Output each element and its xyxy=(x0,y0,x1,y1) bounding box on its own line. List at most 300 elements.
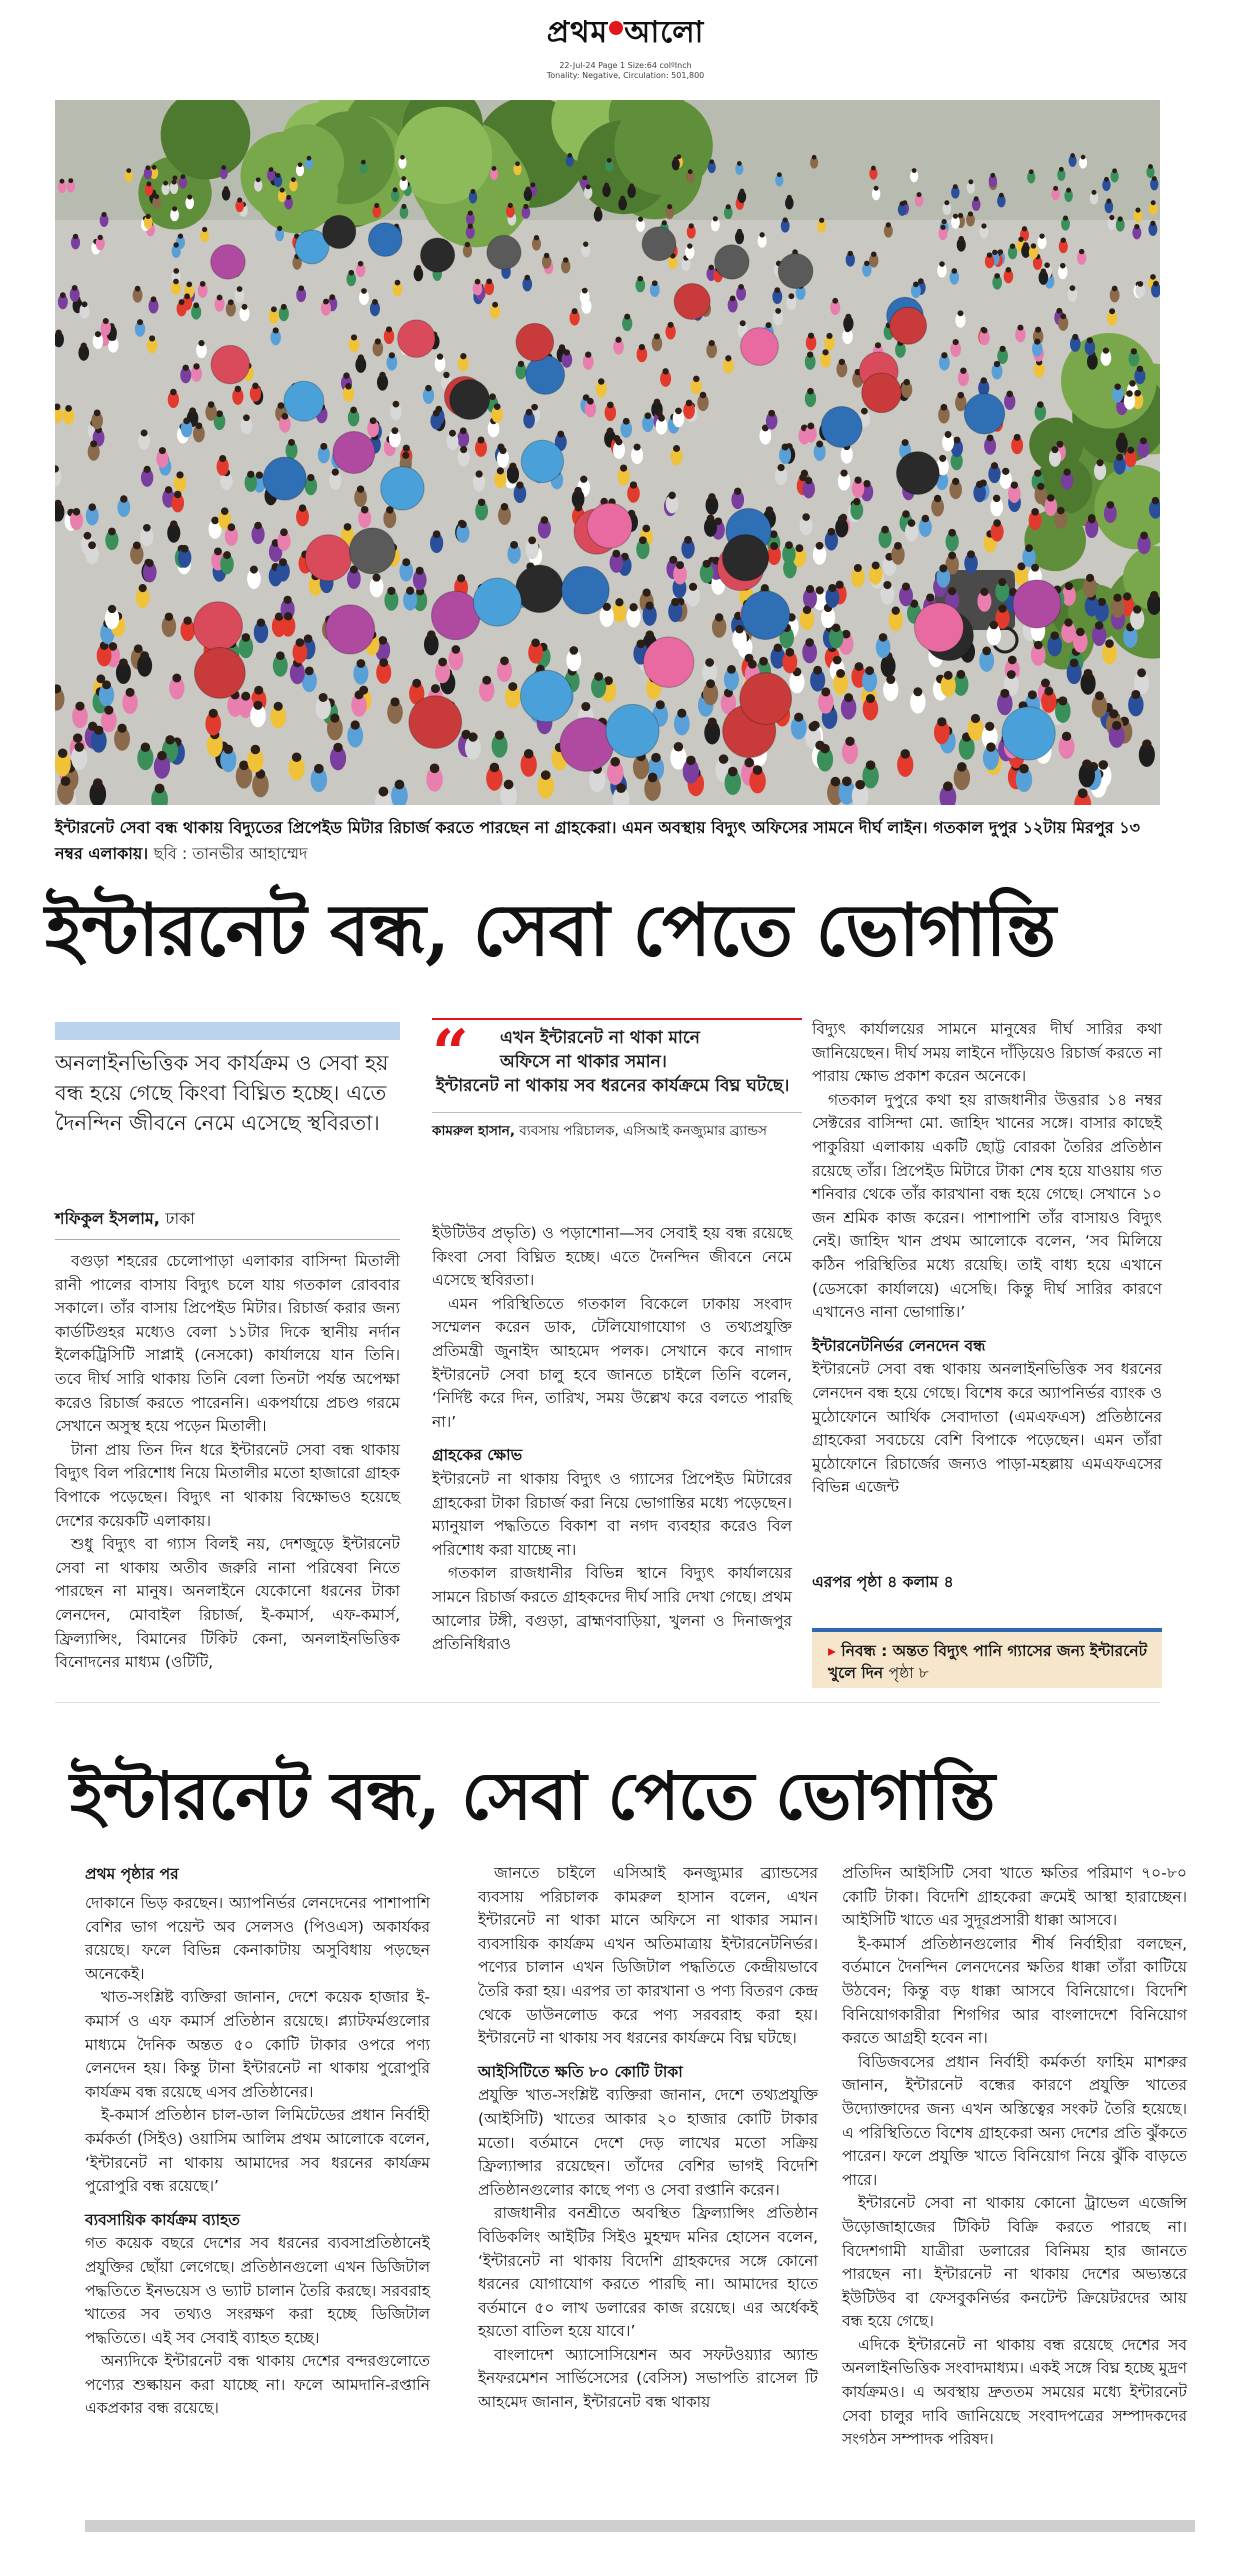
person-head xyxy=(642,525,650,533)
person-head xyxy=(56,329,62,335)
person-head xyxy=(482,676,491,685)
pull-quote-line: এখন ইন্টারনেট না থাকা মানে xyxy=(500,1028,700,1048)
person-head xyxy=(674,742,683,751)
paragraph: ইন্টারনেট না থাকায় বিদ্যুৎ ও গ্যাসের প্রিপেইড মিটারের গ্রাহকেরা টাকা রিচার্জ করা নিয়ে ভোগান্তির মধ্যে পড়েছেন। ম্যানুয়াল পদ্ধতিতে বিকাশ বা নগদ ব্যবহার করেও বিল পরিশোধ করা যাচ্ছে না। xyxy=(432,1469,792,1559)
person-head xyxy=(637,276,643,282)
clipping-meta xyxy=(0,61,1251,81)
person-head xyxy=(1061,238,1066,243)
person-head xyxy=(854,476,861,483)
person-head xyxy=(239,761,249,771)
person-head xyxy=(981,377,987,383)
person-head xyxy=(673,157,678,162)
person-head xyxy=(501,503,508,510)
subheading: গ্রাহকের ক্ষোভ xyxy=(432,1446,523,1465)
person-head xyxy=(354,690,363,699)
person-head xyxy=(237,286,243,292)
person-head xyxy=(430,764,440,774)
person-head xyxy=(1057,507,1065,515)
person-head xyxy=(616,438,623,445)
person-head xyxy=(708,493,715,500)
person-head xyxy=(575,504,583,512)
person-head xyxy=(252,383,259,390)
person-head xyxy=(967,550,975,558)
person-head xyxy=(1019,764,1029,774)
person-head xyxy=(524,749,533,758)
person-head xyxy=(785,541,793,549)
person-head xyxy=(211,517,219,525)
person-head xyxy=(379,636,388,645)
person-head xyxy=(624,314,630,320)
person-head xyxy=(126,168,131,173)
person-head xyxy=(564,349,570,355)
person-head xyxy=(1060,313,1066,319)
person-head xyxy=(654,399,661,406)
person-head xyxy=(806,585,814,593)
umbrella xyxy=(194,602,243,651)
umbrella xyxy=(674,283,710,319)
person-head xyxy=(937,717,946,726)
person-head xyxy=(146,182,151,187)
paragraph: অন্যদিকে ইন্টারনেট বন্ধ থাকায় দেশের বন্দরগুলোতে পণ্যের শুল্কায়ন করা যাচ্ছে না। ফলে আমদানি-রপ্তানি একপ্রকার বন্ধ রয়েছে। xyxy=(85,2352,430,2418)
person-head xyxy=(1095,691,1104,700)
person-head xyxy=(582,175,587,180)
person-head xyxy=(607,158,612,163)
person-head xyxy=(944,200,949,205)
person-head xyxy=(1086,574,1094,582)
person-head xyxy=(84,532,92,540)
person-head xyxy=(941,404,948,411)
person-head xyxy=(1153,281,1159,287)
pull-quote xyxy=(432,1018,802,1141)
person-head xyxy=(1076,628,1085,637)
paragraph: দোকানে ভিড় করছেন। অ্যাপনির্ভর লেনদেনের পাশাপাশি বেশির ভাগ পয়েন্ট অব সেলসও (পিওএস) অকার্যকর রয়েছে। ফলে বিভিন্ন কেনাকাটায় অসুবিধায় পড়ছেন অনেকেই। xyxy=(85,1894,430,1983)
person-head xyxy=(133,542,141,550)
quote-author-name: কামরুল হাসান, xyxy=(432,1123,515,1139)
photo-credit: ছবি : তানভীর আহাম্মেদ xyxy=(153,844,308,863)
teaser-text: নিবন্ধ : অন্তত বিদ্যুৎ পানি গ্যাসের জন্য ইন্টারনেট খুলে দিন xyxy=(828,1642,1148,1682)
person-head xyxy=(478,437,485,444)
person-head xyxy=(373,574,381,582)
person-head xyxy=(748,660,757,669)
person-head xyxy=(866,760,876,770)
person-head xyxy=(247,471,254,478)
person-head xyxy=(1135,208,1140,213)
person-head xyxy=(709,159,714,164)
pull-quote-text xyxy=(436,1026,802,1098)
person-head xyxy=(1140,437,1147,444)
umbrella xyxy=(516,565,563,612)
clipping-meta-line1: 22-Jul-24 Page 1 Size:64 colºInch xyxy=(559,61,692,70)
person-head xyxy=(271,306,277,312)
person-head xyxy=(1092,190,1097,195)
person-head xyxy=(181,545,189,553)
person-head xyxy=(902,582,910,590)
person-head xyxy=(256,472,263,479)
person-head xyxy=(375,338,381,344)
person-head xyxy=(766,322,772,328)
person-head xyxy=(580,476,587,483)
person-head xyxy=(802,513,810,521)
subheading: ব্যবসায়িক কার্যক্রম ব্যাহত xyxy=(85,2210,240,2229)
person-head xyxy=(279,558,287,566)
person-head xyxy=(178,233,183,238)
person-head xyxy=(643,588,651,596)
person-head xyxy=(623,418,630,425)
person-head xyxy=(179,299,185,305)
person-head xyxy=(822,349,828,355)
person-head xyxy=(202,227,207,232)
teaser-arrow-icon: ▸ xyxy=(828,1642,836,1660)
person-head xyxy=(433,530,441,538)
paragraph: বিদ্যুৎ কার্যালয়ের সামনে মানুষের দীর্ঘ সারির কথা জানিয়েছেন। দীর্ঘ সময় লাইনে দাঁড়িয়েও রিচার্জ করতে না পারায় ক্ষোভ প্রকাশ করেন অনেকে। xyxy=(812,1020,1162,1086)
person-head xyxy=(845,314,851,320)
person-head xyxy=(581,702,590,711)
umbrella xyxy=(560,718,614,772)
umbrella xyxy=(381,467,424,510)
person-head xyxy=(1150,591,1158,599)
person-head xyxy=(646,602,654,610)
person-head xyxy=(1082,759,1092,769)
related-article-teaser[interactable] xyxy=(812,1628,1162,1688)
person-head xyxy=(900,201,905,206)
person-head xyxy=(119,658,128,667)
person-head xyxy=(816,542,824,550)
person-head xyxy=(88,541,96,549)
person-head xyxy=(151,296,157,302)
person-head xyxy=(81,343,87,349)
paragraph: ই-কমার্স প্রতিষ্ঠানগুলোর শীর্ষ নির্বাহীরা বলছেন, বর্তমানে দৈনন্দিন লেনদেনের ক্ষতির ধাক্কা তাঁরা কাটিয়ে উঠবেন; কিন্তু বড় ধাক্কা আসবে বিনিয়োগে। বিদেশি বিনিয়োগকারীরা শিগগির আর বাংলাদেশে বিনিয়োগ করতে আগ্রহী হবেন না। xyxy=(842,1934,1187,2048)
person-head xyxy=(1058,696,1067,705)
person-head xyxy=(922,515,930,523)
umbrella xyxy=(521,440,563,482)
person-head xyxy=(146,559,154,567)
person-head xyxy=(787,195,792,200)
person-head xyxy=(957,392,964,399)
person-head xyxy=(1065,582,1073,590)
person-head xyxy=(981,223,986,228)
person-head xyxy=(298,162,303,167)
person-head xyxy=(816,441,823,448)
person-head xyxy=(183,365,189,371)
person-head xyxy=(990,173,995,178)
person-head xyxy=(90,440,97,447)
person-head xyxy=(557,431,564,438)
paragraph: বিডিজবসের প্রধান নির্বাহী কর্মকর্তা ফাহিম মাশরুর জানান, ইন্টারনেট বন্ধের কারণে প্রযুক্তি খাতের উদ্যোক্তাদের জন্য এখন অস্তিত্বের সংকট তৈরি হয়েছে। এ পরিস্থিতিতে বিশেষ গ্রাহকেরা অন্য দেশের প্রতি ঝুঁকতে পারেন। ফলে প্রযুক্তি খাতে বিনিয়োগ নিয়ে ঝুঁকি বাড়তে পারে। xyxy=(842,2052,1187,2189)
person-head xyxy=(1096,459,1103,466)
person-head xyxy=(715,613,723,621)
person-head xyxy=(221,507,229,515)
person-head xyxy=(971,714,980,723)
person-head xyxy=(572,308,578,314)
person-head xyxy=(1050,631,1059,640)
person-head xyxy=(828,528,836,536)
person-head xyxy=(832,298,838,304)
umbrella xyxy=(211,345,250,384)
person-head xyxy=(960,367,966,373)
person-head xyxy=(344,523,352,531)
article-column-1 xyxy=(55,1250,400,1675)
umbrella xyxy=(896,452,939,495)
person-head xyxy=(508,682,517,691)
umbrella xyxy=(526,355,565,394)
subheading: ইন্টারনেটনির্ভর লেনদেন বন্ধ xyxy=(812,1336,986,1355)
person-head xyxy=(149,335,155,341)
person-head xyxy=(958,213,963,218)
person-head xyxy=(1078,788,1088,798)
person-head xyxy=(788,293,794,299)
person-head xyxy=(489,393,496,400)
person-head xyxy=(985,722,994,731)
person-head xyxy=(1017,325,1023,331)
person-head xyxy=(620,465,627,472)
person-head xyxy=(917,192,922,197)
person-head xyxy=(953,339,959,345)
person-head xyxy=(1060,263,1066,269)
person-head xyxy=(813,666,822,675)
person-head xyxy=(1070,153,1075,158)
person-head xyxy=(475,470,482,477)
person-head xyxy=(427,630,436,639)
person-head xyxy=(475,279,481,285)
person-head xyxy=(1116,454,1123,461)
person-head xyxy=(1087,337,1093,343)
person-head xyxy=(499,447,506,454)
person-head xyxy=(329,294,335,300)
umbrella xyxy=(326,605,375,654)
person-head xyxy=(525,187,530,192)
person-head xyxy=(140,651,149,660)
paragraph: গত কয়েক বছরে দেশের সব ধরনের ব্যবসাপ্রতিষ্ঠানেই প্রযুক্তির ছোঁয়া লেগেছে। প্রতিষ্ঠানগুলো এখন ডিজিটাল পদ্ধতিতে ইনভয়েস ও ভ্যাট চালান তৈরি করছে। সরবরাহ খাতের সব তথ্যও সংরক্ষণ করা হচ্ছে ডিজিটাল পদ্ধতিতে। এই সব সেবাই ব্যাহত হচ্ছে। xyxy=(85,2234,430,2347)
person-head xyxy=(544,253,549,258)
person-head xyxy=(449,430,456,437)
person-head xyxy=(486,278,492,284)
person-head xyxy=(782,443,789,450)
person-head xyxy=(251,745,260,754)
person-head xyxy=(968,211,973,216)
person-head xyxy=(183,617,191,625)
person-head xyxy=(902,439,909,446)
person-head xyxy=(871,251,876,256)
person-head xyxy=(176,471,183,478)
person-head xyxy=(250,566,258,574)
person-head xyxy=(952,478,959,485)
person-head xyxy=(783,217,788,222)
person-head xyxy=(677,709,686,718)
person-head xyxy=(386,326,392,332)
person-head xyxy=(662,368,668,374)
person-head xyxy=(759,657,768,666)
person-head xyxy=(307,474,314,481)
person-head xyxy=(141,743,150,752)
umbrella xyxy=(398,320,435,357)
person-head xyxy=(908,519,916,527)
person-head xyxy=(693,376,699,382)
teaser-page: পৃষ্ঠা ৮ xyxy=(888,1664,929,1682)
person-head xyxy=(934,495,941,502)
person-head xyxy=(146,214,151,219)
person-head xyxy=(387,587,395,595)
person-head xyxy=(945,431,952,438)
person-head xyxy=(994,361,1000,367)
person-head xyxy=(193,363,199,369)
person-head xyxy=(700,392,707,399)
person-head xyxy=(1098,598,1106,606)
person-head xyxy=(1148,164,1153,169)
paragraph: শুধু বিদ্যুৎ বা গ্যাস বিলই নয়, দেশজুড়ে ইন্টারনেট সেবা না থাকায় অতীব জরুরি নানা পরিষেবা নিতে পারছেন না মানুষ। অনলাইনে যেকোনো ধরনের টাকা লেনদেন, মোবাইল রিচার্জ, ই-কমার্স, এফ-কমার্স, ফ্রিল্যান্সিং, বিমানের টিকিট কেনা, অনলাইনভিত্তিক বিনোদনের মাধ্যম (ওটিটি, xyxy=(55,1535,400,1672)
person-head xyxy=(948,552,956,560)
person-head xyxy=(401,176,406,181)
person-head xyxy=(223,551,231,559)
person-head xyxy=(987,252,992,257)
person-head xyxy=(193,302,199,308)
person-head xyxy=(913,687,922,696)
person-head xyxy=(465,242,470,247)
person-head xyxy=(1037,483,1044,490)
person-head xyxy=(1113,594,1121,602)
person-head xyxy=(152,165,157,170)
person-head xyxy=(163,181,168,186)
person-head xyxy=(509,463,516,470)
person-head xyxy=(1006,391,1013,398)
person-head xyxy=(1035,327,1041,333)
person-head xyxy=(323,299,329,305)
person-head xyxy=(770,542,778,550)
person-head xyxy=(612,550,620,558)
person-head xyxy=(902,510,910,518)
person-head xyxy=(855,780,865,790)
person-head xyxy=(1044,687,1053,696)
person-head xyxy=(821,687,830,696)
person-head xyxy=(728,767,738,777)
person-head xyxy=(828,584,836,592)
person-head xyxy=(468,224,473,229)
tree-canopy xyxy=(614,100,712,195)
person-head xyxy=(1081,155,1086,160)
person-head xyxy=(528,537,536,545)
person-head xyxy=(993,495,1000,502)
person-head xyxy=(1066,188,1071,193)
person-head xyxy=(959,236,964,241)
person-head xyxy=(1109,215,1114,220)
person-head xyxy=(276,651,285,660)
person-head xyxy=(833,656,842,665)
person-head xyxy=(620,196,625,201)
umbrella xyxy=(431,591,479,639)
person-head xyxy=(468,211,473,216)
person-head xyxy=(379,658,388,667)
person-head xyxy=(1000,689,1009,698)
person-head xyxy=(604,183,609,188)
person-head xyxy=(390,697,399,706)
jump-column-1 xyxy=(85,1892,430,2421)
person-head xyxy=(705,658,714,667)
person-head xyxy=(807,423,814,430)
person-head xyxy=(707,515,715,523)
bottom-rule xyxy=(85,2520,1195,2532)
person-head xyxy=(668,322,674,328)
person-head xyxy=(406,587,414,595)
person-head xyxy=(1053,186,1058,191)
masthead xyxy=(0,8,1251,81)
paragraph: বগুড়া শহরের চেলোপাড়া এলাকার বাসিন্দা মিতালী রানী পালের বাসায় বিদ্যুৎ চলে যায় গতকাল রোববার সকালে। তাঁর বাসায় প্রিপেইড মিটার। রিচার্জ করার জন্য কার্ডটিগুহর মধ্যেও বেলা ১১টার দিকে স্থানীয় নর্দান ইলেকট্রিসিটি সাপ্লাই (নেসকো) কার্যালয়ে যান তিনি। তবে দীর্ঘ সারি থাকায় তিনি বেলা তিনটা পর্যন্ত অপেক্ষা করেও রিচার্জ করতে পারেননি। একপর্যায়ে প্রচণ্ড গরমে সেখানে অসুস্থ হয়ে পড়েন মিতালী। xyxy=(55,1252,400,1436)
person-head xyxy=(508,203,513,208)
person-head xyxy=(478,499,485,506)
article-column-3 xyxy=(812,1018,1162,1500)
person-head xyxy=(144,466,151,473)
person-head xyxy=(1079,249,1084,254)
person-head xyxy=(953,214,958,219)
umbrella xyxy=(1002,707,1055,760)
news-photo xyxy=(55,100,1160,805)
person-head xyxy=(586,184,591,189)
intro-summary: অনলাইনভিত্তিক সব কার্যক্রম ও সেবা হয় বন্ধ হয়ে গেছে কিংবা বিঘ্নিত হচ্ছে। এতে দৈনন্দিন জীবনে নেমে এসেছে স্থবিরতা। xyxy=(55,1051,389,1135)
person-head xyxy=(65,405,72,412)
person-head xyxy=(639,536,647,544)
person-head xyxy=(155,784,165,794)
person-head xyxy=(82,301,88,307)
person-head xyxy=(848,251,853,256)
person-head xyxy=(1105,639,1114,648)
person-head xyxy=(219,455,226,462)
umbrella xyxy=(740,673,792,725)
person-head xyxy=(567,153,572,158)
person-head xyxy=(807,388,814,395)
umbrella xyxy=(211,245,245,279)
person-head xyxy=(379,372,385,378)
person-head xyxy=(1022,226,1027,231)
umbrella xyxy=(305,535,351,581)
person-head xyxy=(713,216,718,221)
person-head xyxy=(534,235,539,240)
person-head xyxy=(634,444,641,451)
person-head xyxy=(139,584,147,592)
person-head xyxy=(676,561,684,569)
person-head xyxy=(1031,564,1039,572)
person-head xyxy=(709,340,715,346)
person-head xyxy=(954,437,961,444)
person-head xyxy=(361,160,366,165)
person-head xyxy=(518,361,524,367)
umbrella xyxy=(487,235,521,269)
person-head xyxy=(689,583,697,591)
person-head xyxy=(526,409,533,416)
person-head xyxy=(1070,285,1076,291)
person-head xyxy=(831,777,841,787)
person-head xyxy=(587,398,594,405)
person-head xyxy=(108,605,116,613)
paragraph: এদিকে ইন্টারনেট না থাকায় বন্ধ রয়েছে দেশের সব অনলাইনভিত্তিক সংবাদমাধ্যম। একই সঙ্গে বিঘ্ন হচ্ছে মুদ্রণ কার্যক্রমও। এ অবস্থায় দ্রুততম সময়ের মধ্যে ইন্টারনেট সেবা চালুর দাবি জানিয়েছে সংবাদপত্রের সম্পাদকদের সংগঠন সম্পাদক পরিষদ। xyxy=(842,2335,1187,2449)
person-head xyxy=(1098,760,1108,770)
person-head xyxy=(460,353,466,359)
person-head xyxy=(157,751,166,760)
person-head xyxy=(1037,401,1044,408)
person-head xyxy=(864,261,870,267)
person-head xyxy=(490,763,500,773)
umbrella xyxy=(516,323,554,361)
paragraph: জানতে চাইলে এসিআই কনজ্যুমার ব্র্যান্ডসের ব্যবসায় পরিচালক কামরুল হাসান বলেন, এখন ইন্টারনেট না থাকা মানে অফিসে না থাকার সমান। ব্যবসায়িক কার্যক্রম এখন অতিমাত্রায় ইন্টারনেটনির্ভর। পণ্যের চালান এখন ডিজিটাল পদ্ধতিতে কেন্দ্রীয়ভাবে তৈরি করা হয়। এরপর তা কারখানা ও পণ্য বিতরণ কেন্দ্র থেকে ডাউনলোড করে পণ্য সরবরাহ করা হয়। ইন্টারনেট না থাকায় সব ধরনের কার্যক্রমে বিঘ্ন ঘটছে। xyxy=(478,1864,818,2048)
person-head xyxy=(941,352,947,358)
person-head xyxy=(1034,641,1043,650)
person-head xyxy=(281,304,287,310)
person-head xyxy=(1142,739,1151,748)
jump-column-2 xyxy=(478,1862,818,2415)
person-head xyxy=(181,174,186,179)
person-head xyxy=(273,327,279,333)
person-head xyxy=(607,402,614,409)
person-head xyxy=(1007,670,1016,679)
person-head xyxy=(515,161,520,166)
person-head xyxy=(777,172,782,177)
